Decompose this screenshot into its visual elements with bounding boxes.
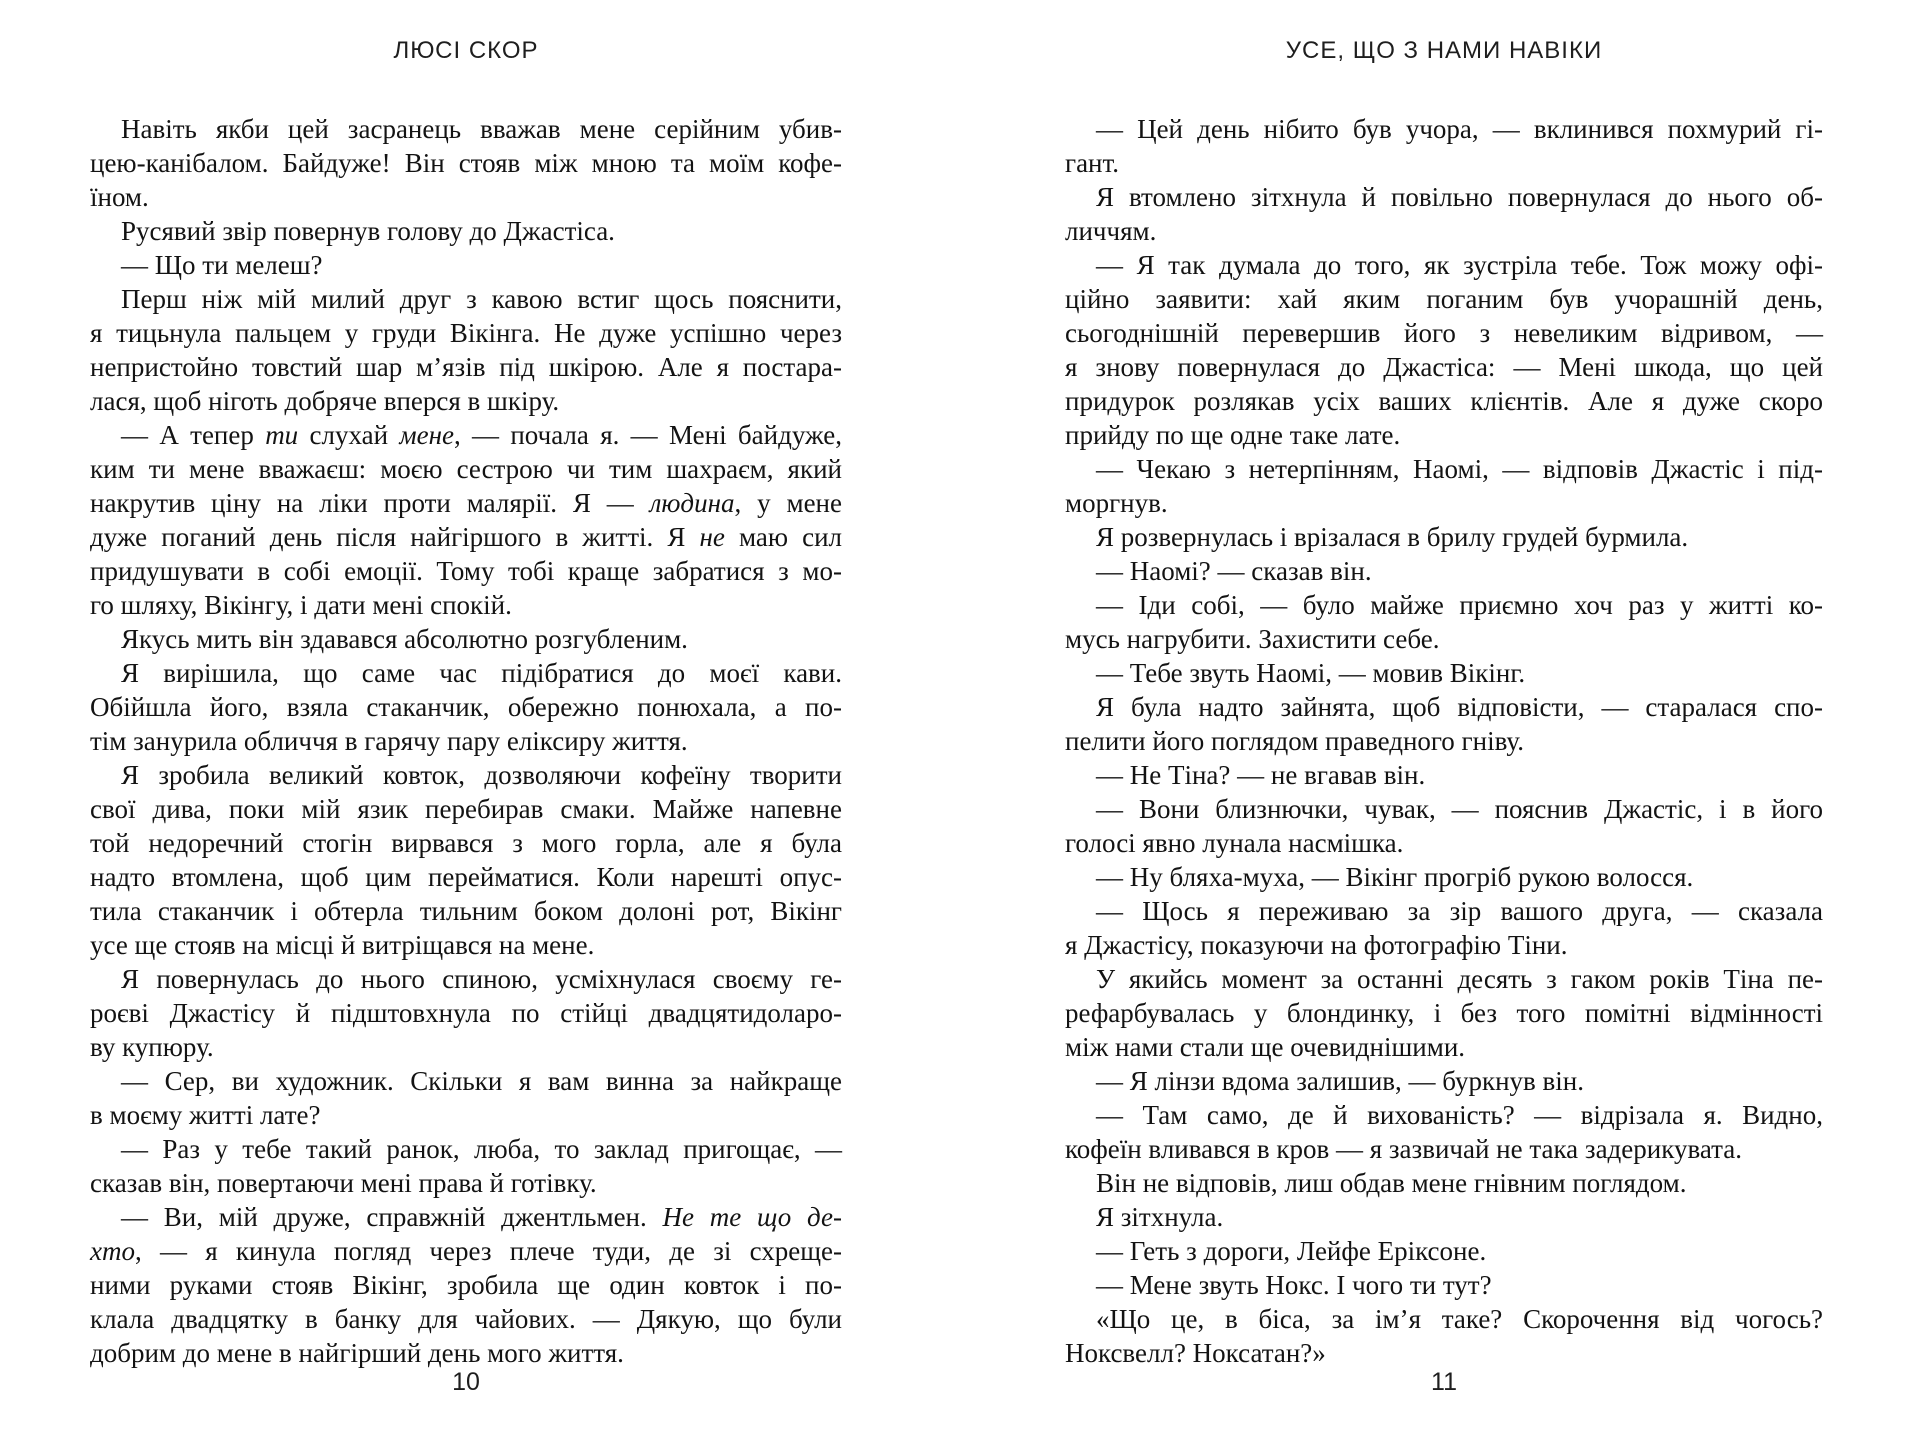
- text-line: — Я лінзи вдома залишив, — буркнув він.: [1096, 1066, 1585, 1096]
- text-line: той недоречний стогін вирвався з мого горла, але я була: [90, 828, 842, 858]
- text-line: тім занурила обличчя в гарячу пару еліксиру життя.: [90, 726, 688, 756]
- paragraph: [1065, 792, 1823, 860]
- text-line: непристойно товстий шар м’язів під шкірою. Але я постара-: [90, 352, 842, 382]
- text-line: Якусь мить він здавався абсолютно розгубленим.: [121, 624, 688, 654]
- text-line: рефарбувалась у блондинку, і без того помітні відмінності: [1065, 998, 1823, 1028]
- text-line: Я повернулась до нього спиною, усміхнулася своєму ге-: [121, 964, 842, 994]
- text-line: Я зробила великий ковток, дозволяючи кофеїну творити: [121, 760, 842, 790]
- text-line: надто втомлена, щоб цим перейматися. Коли нарешті опус-: [90, 862, 842, 892]
- text-line: Я розвернулась і врізалася в брилу грудей бурмила.: [1096, 522, 1689, 552]
- text-line: ційно заявити: хай яким поганим був учорашній день,: [1065, 284, 1823, 314]
- text-line: пелити його поглядом праведного гніву.: [1065, 726, 1524, 756]
- running-header-author: ЛЮСІ СКОР: [393, 37, 539, 64]
- paragraph: [1065, 554, 1823, 588]
- text-line: — А тепер ти слухай мене, — почала я. — Мені байдуже,: [121, 420, 842, 450]
- text-line: — Цей день нібито був учора, — вклинився похмурий гі-: [1096, 114, 1823, 144]
- text-line: Ноксвелл? Ноксатан?»: [1065, 1338, 1326, 1368]
- page-number-left: 10: [452, 1368, 480, 1396]
- text-line: гант.: [1065, 148, 1120, 178]
- text-line: — Там само, де й вихованість? — відрізала я. Видно,: [1096, 1100, 1823, 1130]
- text-line: я тицьнула пальцем у груди Вікінга. Не дуже успішно через: [90, 318, 842, 348]
- text-line: ким ти мене вважаєш: моєю сестрою чи тим шахраєм, який: [90, 454, 842, 484]
- paragraph: [1065, 1268, 1823, 1302]
- text-line: кофеїн вливався в кров — я зазвичай не така задерикувата.: [1065, 1134, 1743, 1164]
- text-line: їном.: [90, 182, 149, 212]
- text-line: моргнув.: [1065, 488, 1168, 518]
- text-line: личчям.: [1065, 216, 1157, 246]
- text-line: роєві Джастісу й підштовхнула по стійці двадцятидоларо-: [90, 998, 842, 1028]
- text-line: Я зітхнула.: [1096, 1202, 1224, 1232]
- text-line: дуже поганий день після найгіршого в житті. Я не маю сил: [90, 522, 842, 552]
- text-line: усе ще стояв на місці й витріщався на мене.: [90, 930, 595, 960]
- text-line: Обійшла його, взяла стаканчик, обережно понюхала, а по-: [90, 692, 842, 722]
- text-line: ву купюру.: [90, 1032, 214, 1062]
- text-line: свої дива, поки мій язик перебирав смаки. Майже напевне: [90, 794, 842, 824]
- text-line: Я була надто зайнята, щоб відповісти, — старалася спо-: [1096, 692, 1823, 722]
- text-line: голосі явно лунала насмішка.: [1065, 828, 1404, 858]
- paragraph: [1065, 758, 1823, 792]
- text-line: лася, щоб ніготь добряче вперся в шкіру.: [90, 386, 560, 416]
- paragraph: [1065, 1302, 1823, 1370]
- text-line: Перш ніж мій милий друг з кавою встиг щось пояснити,: [121, 284, 842, 314]
- text-line: — Мене звуть Нокс. І чого ти тут?: [1096, 1270, 1492, 1300]
- text-line: цею-канібалом. Байдуже! Він стояв між мною та моїм кофе-: [90, 148, 842, 178]
- text-line: клала двадцятку в банку для чайових. — Дякую, що були: [90, 1304, 842, 1334]
- text-line: — Наомі? — сказав він.: [1096, 556, 1372, 586]
- text-line: сказав він, повертаючи мені права й готівку.: [90, 1168, 597, 1198]
- paragraph: [1065, 248, 1823, 452]
- text-line: — Не Тіна? — не вгавав він.: [1096, 760, 1426, 790]
- text-line: го шляху, Вікінгу, і дати мені спокій.: [90, 590, 512, 620]
- text-line: між нами стали ще очевиднішими.: [1065, 1032, 1466, 1062]
- paragraph: [1065, 112, 1823, 180]
- paragraph: [1065, 180, 1823, 248]
- text-line: — Раз у тебе такий ранок, люба, то заклад пригощає, —: [121, 1134, 842, 1164]
- paragraph: [1065, 894, 1823, 962]
- text-line: в моєму житті лате?: [90, 1100, 321, 1130]
- paragraph: [1065, 1166, 1823, 1200]
- text-line: — Що ти мелеш?: [121, 250, 323, 280]
- text-line: У якийсь момент за останні десять з гаком років Тіна пе-: [1096, 964, 1823, 994]
- text-line: я знову повернулася до Джастіса: — Мені шкода, що цей: [1065, 352, 1823, 382]
- text-line: прийду по ще одне таке лате.: [1065, 420, 1401, 450]
- paragraph: [1065, 1064, 1823, 1098]
- paragraph: [1065, 1200, 1823, 1234]
- text-line: — Щось я переживаю за зір вашого друга, — сказала: [1096, 896, 1823, 926]
- text-line: — Геть з дороги, Лейфе Еріксоне.: [1096, 1236, 1487, 1266]
- text-line: Я втомлено зітхнула й повільно повернулася до нього об-: [1096, 182, 1823, 212]
- text-line: накрутив ціну на ліки проти малярії. Я — людина, у мене: [90, 488, 842, 518]
- text-line: Русявий звір повернув голову до Джастіса.: [121, 216, 615, 246]
- text-line: Навіть якби цей засранець вважав мене серійним убив-: [121, 114, 842, 144]
- running-header-title: УСЕ, ЩО З НАМИ НАВІКИ: [1285, 37, 1603, 64]
- text-line: — Ну бляха-муха, — Вікінг прогріб рукою волосся.: [1096, 862, 1694, 892]
- text-line: сьогоднішній перевершив його з невеликим відривом, —: [1065, 318, 1823, 348]
- page-number-right: 11: [1431, 1368, 1457, 1396]
- text-line: — Тебе звуть Наомі, — мовив Вікінг.: [1096, 658, 1526, 688]
- paragraph: [1065, 1234, 1823, 1268]
- text-line: добрим до мене в найгірший день мого життя.: [90, 1338, 624, 1368]
- text-line: Він не відповів, лиш обдав мене гнівним поглядом.: [1096, 1168, 1687, 1198]
- paragraph: [1065, 588, 1823, 656]
- text-line: придушувати в собі емоції. Тому тобі краще забратися з мо-: [90, 556, 842, 586]
- paragraph: [1065, 656, 1823, 690]
- text-line: я Джастісу, показуючи на фотографію Тіни.: [1065, 930, 1568, 960]
- text-line: ними руками стояв Вікінг, зробила ще один ковток і по-: [90, 1270, 842, 1300]
- text-line: мусь нагрубити. Захистити себе.: [1065, 624, 1440, 654]
- paragraph: [1065, 690, 1823, 758]
- paragraph: [1065, 520, 1823, 554]
- paragraph: [1065, 962, 1823, 1064]
- text-line: — Я так думала до того, як зустріла тебе. Тож можу офі-: [1096, 250, 1823, 280]
- text-line: тила стаканчик і обтерла тильним боком долоні рот, Вікінг: [90, 896, 842, 926]
- text-line: — Сер, ви художник. Скільки я вам винна за найкраще: [121, 1066, 842, 1096]
- paragraph: [1065, 860, 1823, 894]
- text-line: — Чекаю з нетерпінням, Наомі, — відповів Джастіс і під-: [1096, 454, 1823, 484]
- text-block-right: [1065, 112, 1823, 1370]
- text-line: придурок розлякав усіх ваших клієнтів. Але я дуже скоро: [1065, 386, 1823, 416]
- paragraph: [1065, 1098, 1823, 1166]
- text-line: — Вони близнючки, чувак, — пояснив Джастіс, і в його: [1096, 794, 1823, 824]
- paragraph: [1065, 452, 1823, 520]
- text-line: «Що це, в біса, за ім’я таке? Скорочення від чогось?: [1096, 1304, 1823, 1334]
- text-line: — Ви, мій друже, справжній джентльмен. Не те що де-: [121, 1202, 843, 1232]
- text-line: — Іди собі, — було майже приємно хоч раз у житті ко-: [1096, 590, 1823, 620]
- text-line: Я вирішила, що саме час підібратися до моєї кави.: [121, 658, 842, 688]
- text-line: хто, — я кинула погляд через плече туди, де зі схреще-: [90, 1236, 842, 1266]
